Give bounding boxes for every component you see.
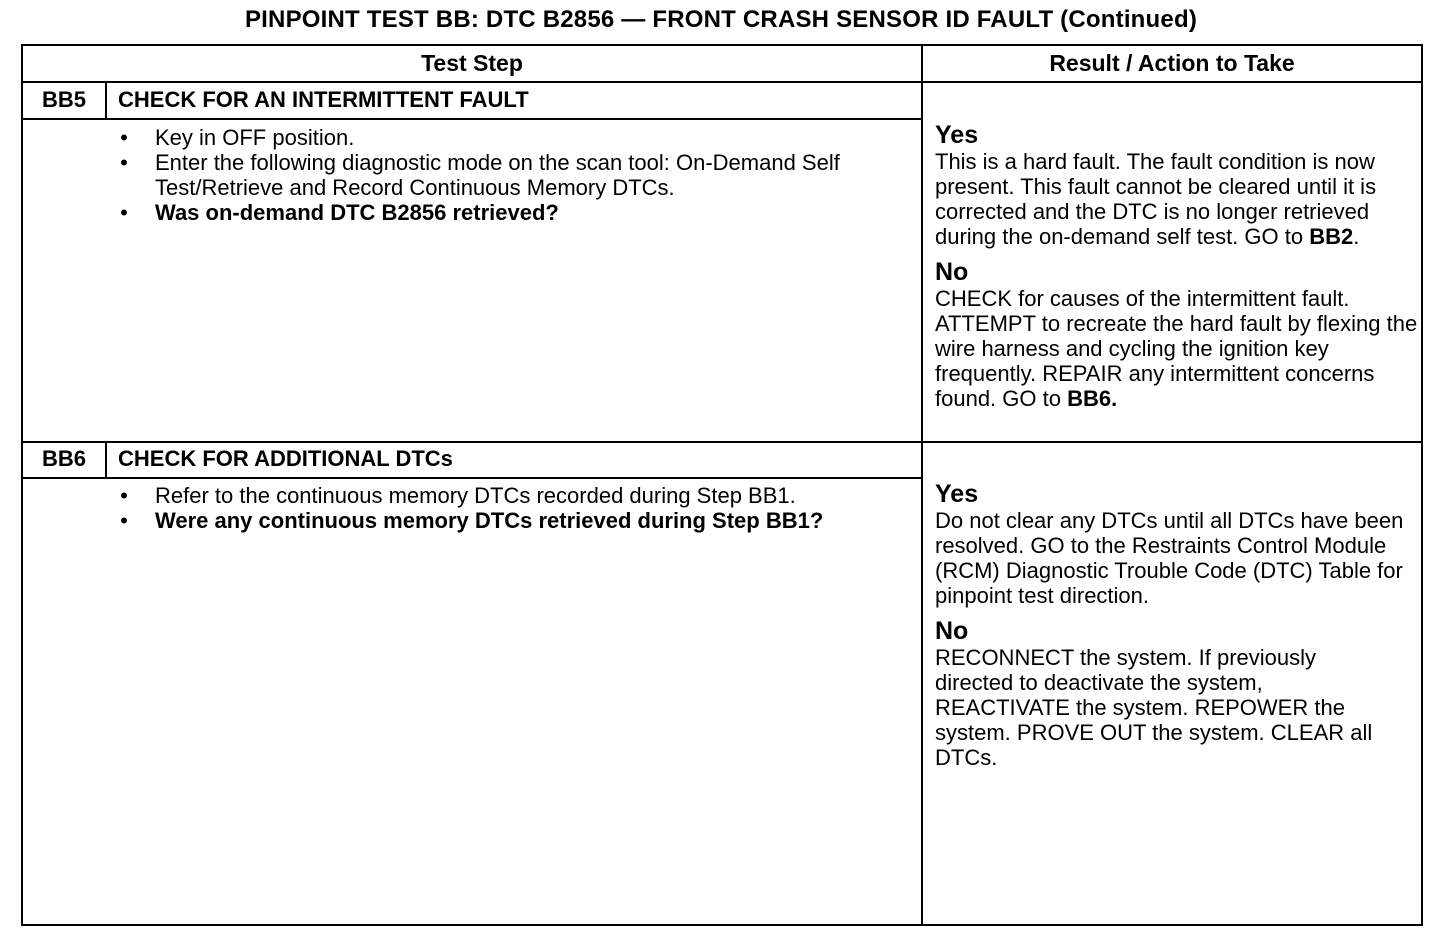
result-yes-text: Do not clear any DTCs until all DTCs have been resolved. GO to the Restraints Control Module (RCM) Diagnostic Trouble Code (DTC) Table for pinpoint test direction. [935,508,1404,608]
result-no-block [935,259,1421,411]
step-id-divider [105,443,107,479]
step-bullets-bb6 [117,483,907,533]
result-text: CHECK for causes of the intermittent fault. ATTEMPT to recreate the hard fault by flexing the wire harness and cycling the ignition key frequently. REPAIR any intermittent concerns found. GO to [935,286,1418,411]
bullet-icon: • [120,125,128,150]
result-no-label: No [935,617,969,645]
step-title-divider [23,477,921,479]
result-yes-text [935,149,1421,249]
diagnostic-table [21,44,1423,926]
step-title-bb5: CHECK FOR AN INTERMITTENT FAULT [118,87,529,112]
list-item [117,483,907,508]
bullet-icon: • [120,483,128,508]
list-item [117,200,907,225]
bullet-text: Refer to the continuous memory DTCs recorded during Step BB1. [155,483,796,508]
page-title: PINPOINT TEST BB: DTC B2856 — FRONT CRASH SENSOR ID FAULT (Continued) [244,6,1198,33]
result-no-text [935,286,1421,411]
bullet-icon: • [120,150,128,175]
result-no-label: No [935,258,969,286]
result-suffix: . [1353,224,1360,249]
step-id-divider [105,83,107,119]
bullet-question: Were any continuous memory DTCs retrieved during Step BB1? [155,508,824,533]
list-item [117,508,907,533]
step-id-bb6: BB6 [41,446,86,471]
column-divider [921,46,923,924]
goto-step: BB2 [1309,224,1354,249]
bullet-question: Was on-demand DTC B2856 retrieved? [155,200,559,225]
bullet-text: Key in OFF position. [155,125,355,150]
header-test-step: Test Step [421,50,523,76]
result-yes-label: Yes [935,480,979,508]
result-yes-label: Yes [935,121,979,149]
step-title-divider [23,118,921,120]
bullet-icon: • [120,200,128,225]
result-bb5 [935,122,1421,421]
header-divider [23,81,1421,83]
bullet-text: Enter the following diagnostic mode on the scan tool: On-Demand Self Test/Retrieve and Record Continuous Memory DTCs. [155,150,840,200]
bullet-icon: • [120,508,128,533]
list-item [117,150,907,200]
result-no-text: RECONNECT the system. If previously directed to deactivate the system, REACTIVATE the system. REPOWER the system. PROVE OUT the system. CLEAR all DTCs. [935,645,1373,770]
list-item [117,125,907,150]
step-id-bb5: BB5 [41,87,86,112]
result-no-block [935,618,1421,770]
result-yes-block [935,481,1421,608]
goto-step: BB6. [1067,386,1118,411]
step-bullets-bb5 [117,125,907,225]
result-text: This is a hard fault. The fault condition is now present. This fault cannot be cleared until it is corrected and the DTC is no longer retrieved during the on-demand self test. GO to [935,149,1377,249]
result-yes-block [935,122,1421,249]
result-bb6 [935,481,1421,780]
header-result-action: Result / Action to Take [1049,50,1295,76]
step-title-bb6: CHECK FOR ADDITIONAL DTCs [118,446,453,471]
